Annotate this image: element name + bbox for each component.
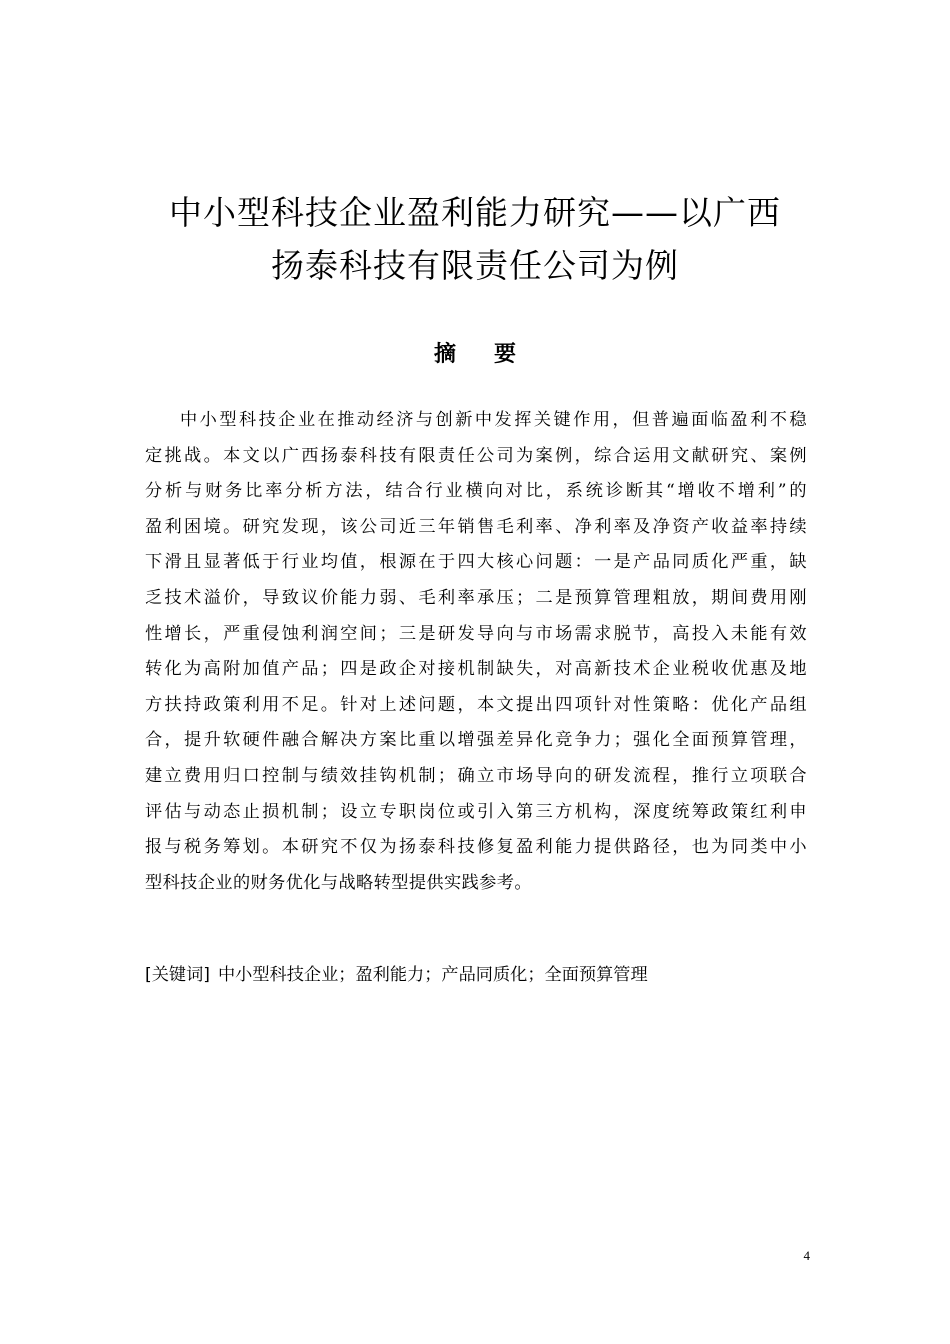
abstract-line: 报与税务筹划。本研究不仅为扬泰科技修复盈利能力提供路径，也为同类中小 [145,837,807,858]
paper-title [0,186,950,292]
keywords-label: [关键词] [145,965,210,985]
abstract-line: 乏技术溢价，导致议价能力弱、毛利率承压；二是预算管理粗放，期间费用刚 [145,587,807,608]
abstract-line: 评估与动态止损机制；设立专职岗位或引入第三方机构，深度统筹政策红利申 [145,801,807,822]
abstract-line: 合，提升软硬件融合解决方案比重以增强差异化竞争力；强化全面预算管理， [145,730,807,751]
abstract-line: 分析与财务比率分析方法，结合行业横向对比，系统诊断其“增收不增利”的 [145,481,807,502]
abstract-line: 盈利困境。研究发现，该公司近三年销售毛利率、净利率及净资产收益率持续 [145,516,807,537]
abstract-line: 中小型科技企业在推动经济与创新中发挥关键作用，但普遍面临盈利不稳 [180,410,807,430]
abstract-heading [0,336,950,374]
page-number: 4 [803,1248,810,1263]
keywords-section [145,958,807,993]
keywords-text: 中小型科技企业；盈利能力；产品同质化；全面预算管理 [217,965,648,985]
abstract-line: 建立费用归口控制与绩效挂钩机制；确立市场导向的研发流程，推行立项联合 [145,765,807,786]
abstract-line: 定挑战。本文以广西扬泰科技有限责任公司为案例，综合运用文献研究、案例 [145,445,807,466]
abstract-line: 型科技企业的财务优化与战略转型提供实践参考。 [145,872,532,893]
abstract-heading-char-2: 要 [494,342,517,367]
paper-title-line-2: 扬泰科技有限责任公司为例 [271,246,679,285]
abstract-line: 性增长，严重侵蚀利润空间；三是研发导向与市场需求脱节，高投入未能有效 [145,623,807,644]
paper-title-line-1: 中小型科技企业盈利能力研究——以广西 [169,193,781,232]
abstract-line: 转化为高附加值产品；四是政企对接机制缺失，对高新技术企业税收优惠及地 [145,659,807,680]
abstract-line: 下滑且显著低于行业均值，根源在于四大核心问题：一是产品同质化严重，缺 [145,552,807,573]
abstract-heading-char-1: 摘 [433,342,456,367]
abstract-line: 方扶持政策利用不足。针对上述问题，本文提出四项针对性策略：优化产品组 [145,694,807,715]
abstract-body [145,403,807,901]
